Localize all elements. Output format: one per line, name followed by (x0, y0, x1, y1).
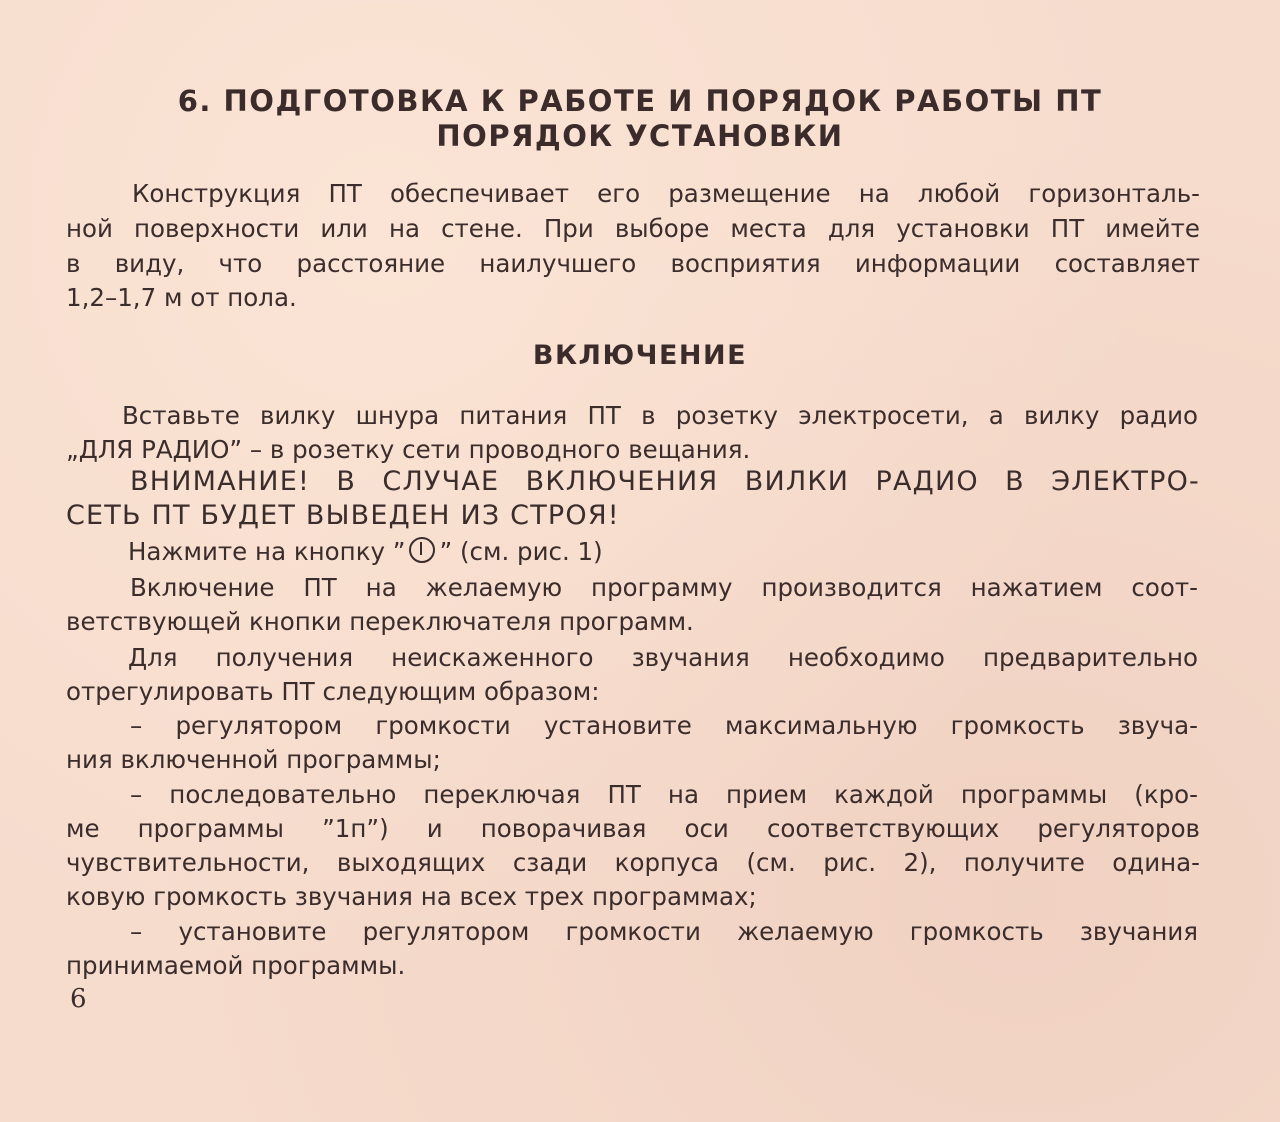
bullet-line: ме программы ”1п”) и поворачивая оси соответствующих регуляторов (66, 814, 1200, 843)
bullet-line: – регулятором громкости установите максимальную громкость звуча- (130, 711, 1198, 740)
section-subtitle: ПОРЯДОК УСТАНОВКИ (436, 119, 844, 153)
bullet-line: ковую громкость звучания на всех трех программах; (66, 882, 757, 911)
program-paragraph-line: ветствующей кнопки переключателя программ. (66, 607, 694, 636)
adjust-paragraph-line: отрегулировать ПТ следующим образом: (66, 677, 600, 706)
warning-line: СЕТЬ ПТ БУДЕТ ВЫВЕДЕН ИЗ СТРОЯ! (66, 500, 620, 531)
power-paragraph-line: „ДЛЯ РАДИО” – в розетку сети проводного вещания. (66, 435, 751, 464)
bullet-line: чувствительности, выходящих сзади корпуса (см. рис. 2), получите одина- (66, 848, 1200, 877)
install-paragraph-line: ной поверхности или на стене. При выборе места для установки ПТ имейте (66, 214, 1200, 243)
page-number: 6 (70, 984, 87, 1014)
install-paragraph-line: в виду, что расстояние наилучшего восприятия информации составляет (66, 249, 1200, 278)
install-paragraph-line: Конструкция ПТ обеспечивает его размещение на любой горизонталь- (132, 179, 1200, 208)
bullet-line: – последовательно переключая ПТ на прием каждой программы (кро- (130, 780, 1198, 809)
power-instruction-after: ” (см. рис. 1) (439, 537, 603, 566)
power-button-icon (409, 537, 435, 563)
power-on-heading: ВКЛЮЧЕНИЕ (532, 340, 748, 371)
bullet-line: принимаемой программы. (66, 951, 406, 980)
section-title: 6. ПОДГОТОВКА К РАБОТЕ И ПОРЯДОК РАБОТЫ ПТ (177, 84, 1103, 118)
bullet-line: – установите регулятором громкости желаемую громкость звучания (130, 917, 1198, 946)
power-button-instruction (128, 537, 1028, 567)
power-instruction-before: Нажмите на кнопку ” (128, 537, 406, 566)
power-paragraph-line: Вставьте вилку шнура питания ПТ в розетку электросети, а вилку радио (122, 401, 1198, 430)
program-paragraph-line: Включение ПТ на желаемую программу производится нажатием соот- (130, 573, 1198, 602)
install-paragraph-line: 1,2–1,7 м от пола. (66, 283, 297, 312)
bullet-line: ния включенной программы; (66, 745, 441, 774)
adjust-paragraph-line: Для получения неискаженного звучания необходимо предварительно (128, 643, 1198, 672)
warning-line: ВНИМАНИЕ! В СЛУЧАЕ ВКЛЮЧЕНИЯ ВИЛКИ РАДИО В ЭЛЕКТРО- (130, 466, 1200, 497)
